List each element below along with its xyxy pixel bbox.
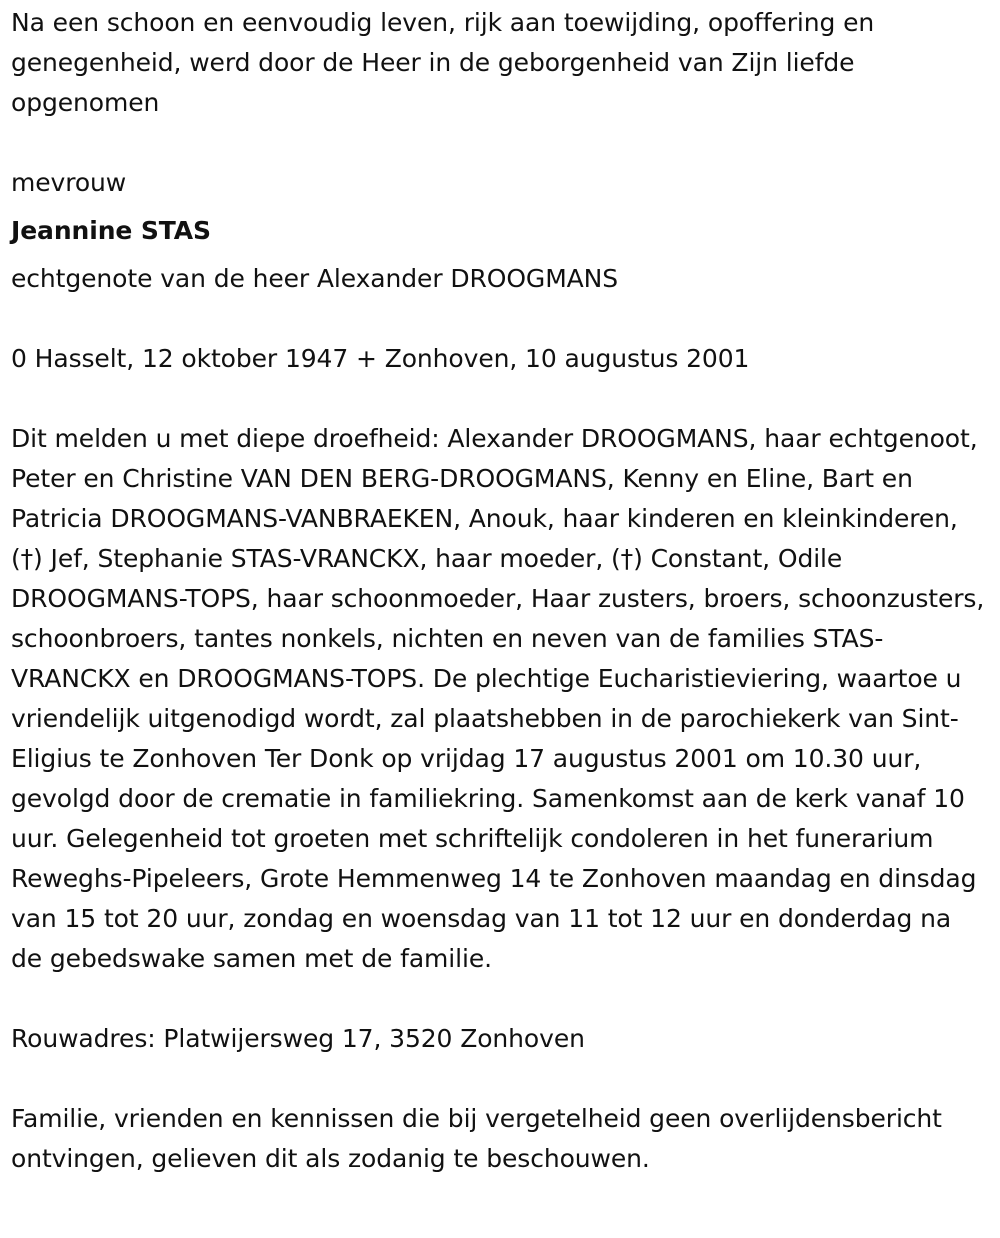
- mourning-address: Rouwadres: Platwijersweg 17, 3520 Zonhoven: [11, 1024, 585, 1053]
- birth-death-dates: 0 Hasselt, 12 oktober 1947 + Zonhoven, 10 augustus 2001: [11, 344, 750, 373]
- closing-paragraph: Familie, vrienden en kennissen die bij vergetelheid geen overlijdensbericht ontvingen, gelieven dit als zodanig te beschouwen.: [11, 1104, 942, 1173]
- intro-paragraph: Na een schoon en eenvoudig leven, rijk aan toewijding, opoffering en genegenheid, werd door de Heer in de geborgenheid van Zijn liefde opgenomen: [11, 8, 875, 117]
- announcement-paragraph: Dit melden u met diepe droefheid: Alexander DROOGMANS, haar echtgenoot, Peter en Christine VAN DEN BERG-DROOGMANS, Kenny en Eline, Bart en Patricia DROOGMANS-VANBRAEKEN, Anouk, haar kinderen en kleinkinderen, (†) Jef, Stephanie STAS-VRANCKX, haar moeder, (†) Constant, Odile DROOGMANS-TOPS, haar schoonmoeder, Haar zusters, broers, schoonzusters, schoonbroers, tantes nonkels, nichten en neven van de families STAS-VRANCKX en DROOGMANS-TOPS. De plechtige Eucharistieviering, waartoe u vriendelijk uitgenodigd wordt, zal plaatshebben in de parochiekerk van Sint-Eligius te Zonhoven Ter Donk op vrijdag 17 augustus 2001 om 10.30 uur, gevolgd door de crematie in familiekring. Samenkomst aan de kerk vanaf 10 uur. Gelegenheid tot groeten met schriftelijk condoleren in het funerarium Reweghs-Pipeleers, Grote Hemmenweg 14 te Zonhoven maandag en dinsdag van 15 tot 20 uur, zondag en woensdag van 11 tot 12 uur en donderdag na de gebedswake samen met de familie.: [11, 424, 985, 973]
- honorific: mevrouw: [11, 168, 127, 197]
- deceased-name: Jeannine STAS: [11, 216, 211, 245]
- spouse-line: echtgenote van de heer Alexander DROOGMANS: [11, 264, 619, 293]
